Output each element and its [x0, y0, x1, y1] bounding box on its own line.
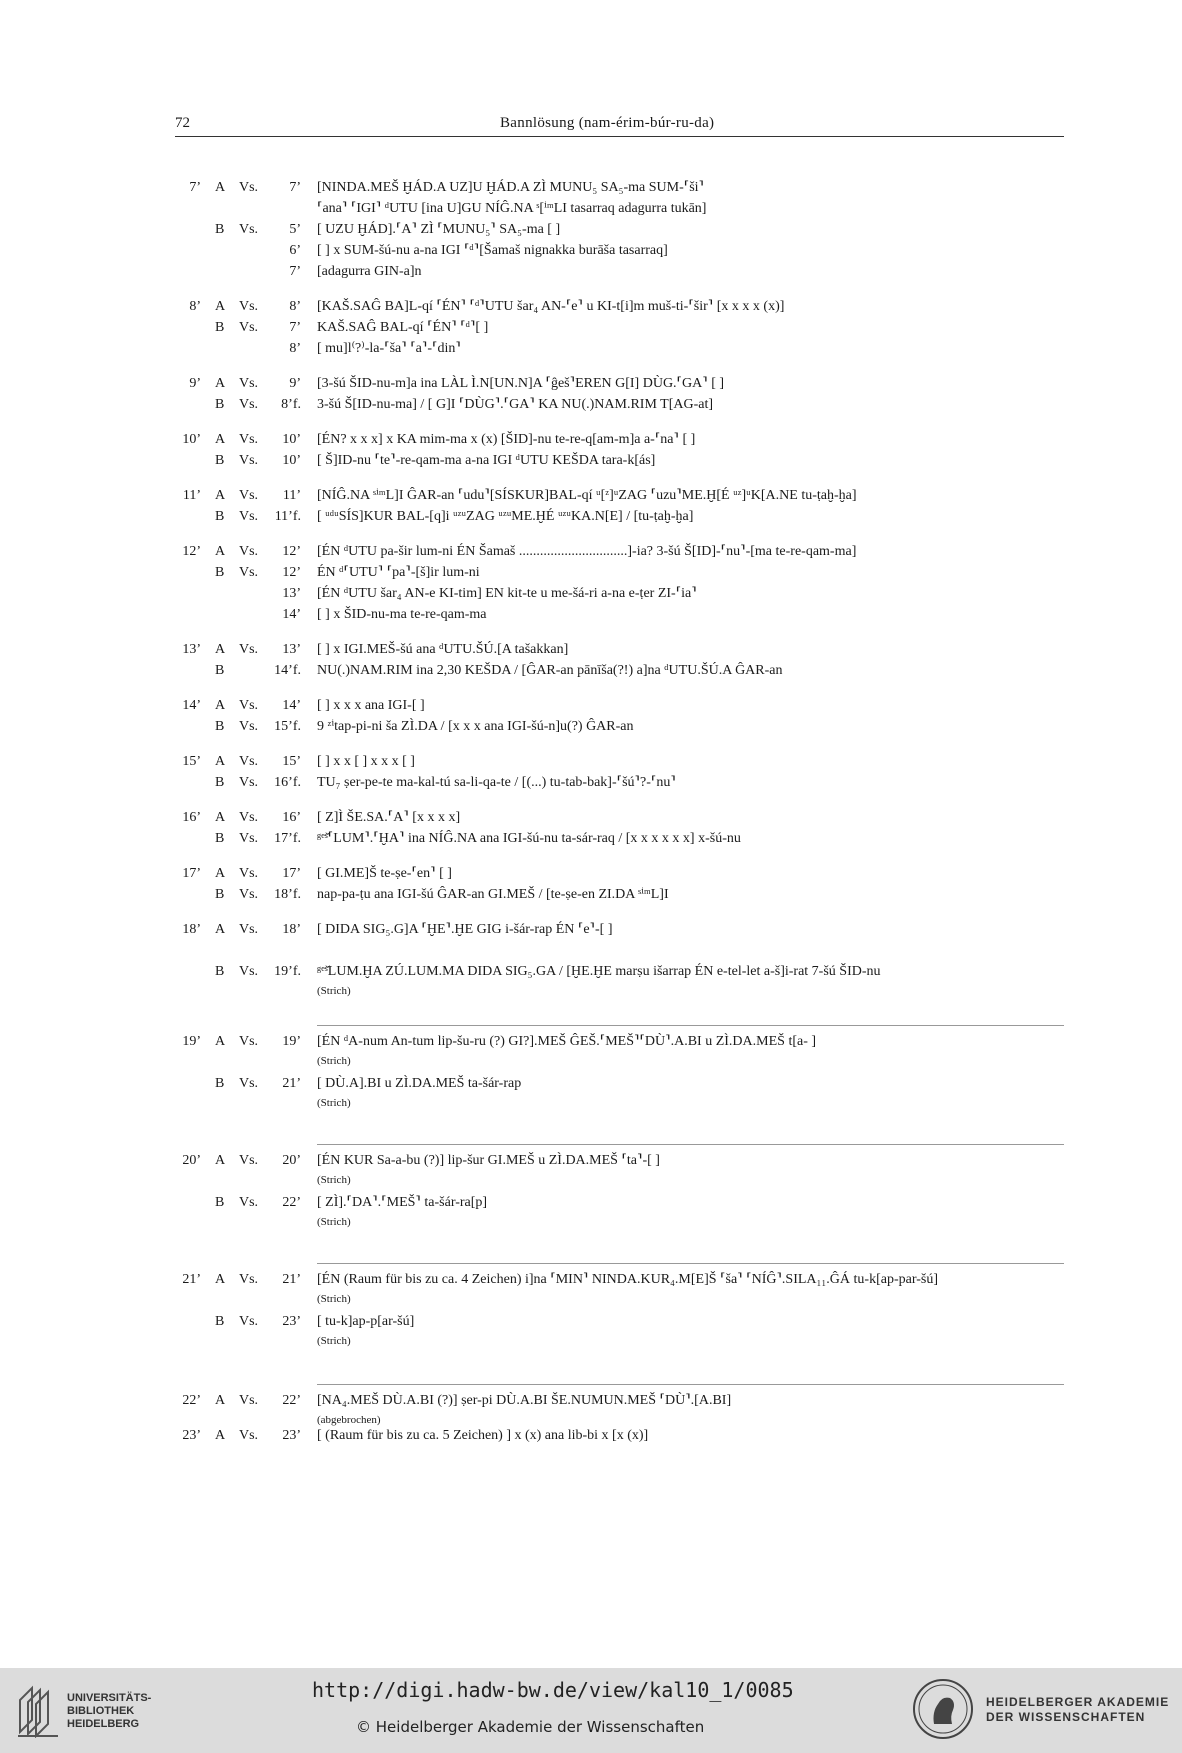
- transliteration-text: [ ] x x x ana IGI-[ ]: [317, 698, 425, 713]
- source-line: 21’: [282, 1272, 301, 1287]
- manuscript-siglum: A: [215, 1428, 226, 1443]
- source-line: 15’f.: [274, 719, 301, 734]
- source-line: 14’: [282, 607, 301, 622]
- manuscript-siglum: A: [215, 866, 226, 881]
- running-title: Bannlösung (nam-érim-búr-ru-da): [500, 115, 715, 131]
- transliteration-text: [ Z]Ì ŠE.SA.⸢A⸣ [x x x x]: [317, 810, 461, 825]
- tablet-side: Vs.: [239, 719, 259, 734]
- transliteration-text: nap-pa-ṭu ana IGI-šú ĜAR-an GI.MEŠ / [te-ṣe-en ZI.DA ˢⁱᵐL]I: [317, 887, 669, 902]
- header-rule: [175, 136, 1064, 137]
- transliteration-text: [ UZU ḪÁD].⸢A⸣ ZÌ ⸢MUNU₅⸣ SA₅-ma [ ]: [317, 222, 561, 237]
- manuscript-siglum: B: [215, 320, 225, 335]
- page-number: 72: [175, 115, 190, 131]
- section-divider: [317, 1263, 1064, 1264]
- tablet-side: Vs.: [239, 1076, 259, 1091]
- transliteration-text: [ÉN KUR Sa-a-bu (?)] lip-šur GI.MEŠ u ZÌ.DA.MEŠ ⸢ta⸣-[ ]: [317, 1153, 660, 1168]
- tablet-side: Vs.: [239, 887, 259, 902]
- manuscript-siglum: B: [215, 397, 225, 412]
- source-line: 22’: [282, 1393, 301, 1408]
- source-line: 11’f.: [274, 509, 301, 524]
- manuscript-siglum: A: [215, 1034, 226, 1049]
- transliteration-text: [ ZÌ].⸢DA⸣.⸢MEŠ⸣ ta-šár-ra[p]: [317, 1195, 488, 1210]
- academy-seal-icon: [912, 1678, 974, 1740]
- transliteration-text: ᵍᵉˢ̌LUM.ḪA ZÚ.LUM.MA DIDA SIG₅.GA / [ḪE.ḪE marṣu išarrap ÉN e-tel-let a-š]i-rat 7-šú ŠID-nu: [317, 964, 881, 979]
- transliteration-text: [ÉN ᵈUTU šar₄ AN-e KI-tim] EN kit-te u me-šá-ri a-na e-ṭer ZI-⸢ia⸣: [317, 586, 697, 601]
- manuscript-siglum: B: [215, 453, 225, 468]
- source-line: 7’: [289, 320, 301, 335]
- transliteration-text: [NÍĜ.NA ˢⁱᵐL]I ĜAR-an ⸢udu⸣[SÍSKUR]BAL-qí ᵘ[ᶻ]ᵘZAG ⸢uzu⸣ME.Ḫ[É ᵘᶻ]ᵘK[A.NE tu-ṭaḫ-ḫa]: [317, 488, 857, 503]
- manuscript-siglum: B: [215, 964, 225, 979]
- transliteration-text: [NA₄.MEŠ DÙ.A.BI (?)] ṣer-pi DÙ.A.BI ŠE.NUMUN.MEŠ ⸢DÙ⸣.[A.BI]: [317, 1393, 732, 1408]
- source-line: 13’: [282, 586, 301, 601]
- transliteration-text: [adagurra GIN-a]n: [317, 264, 422, 279]
- academy-name: HEIDELBERGER AKADEMIE DER WISSENSCHAFTEN: [986, 1695, 1170, 1724]
- ruling-note-text: (Strich): [317, 1055, 351, 1067]
- manuscript-siglum: A: [215, 1272, 226, 1287]
- transliteration-text: [ ] x IGI.MEŠ-šú ana ᵈUTU.ŠÚ.[A tašakkan]: [317, 642, 569, 657]
- transliteration-text: [ (Raum für bis zu ca. 5 Zeichen) ] x (x) ana lib-bi x [x (x)]: [317, 1428, 649, 1443]
- tablet-side: Vs.: [239, 810, 259, 825]
- line-number: 9’: [189, 376, 201, 391]
- line-number: 11’: [182, 488, 201, 503]
- source-line: 19’f.: [274, 964, 301, 979]
- tablet-side: Vs.: [239, 453, 259, 468]
- tablet-side: Vs.: [239, 754, 259, 769]
- university-library-logo-icon: [14, 1680, 62, 1738]
- manuscript-siglum: A: [215, 376, 226, 391]
- source-line: 17’: [282, 866, 301, 881]
- manuscript-siglum: A: [215, 1153, 226, 1168]
- permalink-url[interactable]: http://digi.hadw-bw.de/view/kal10_1/0085: [312, 1678, 794, 1702]
- manuscript-siglum: A: [215, 810, 226, 825]
- transliteration-text: ÉN ᵈ⸢UTU⸣ ⸢pa⸣-[š]ir lum-ni: [317, 565, 480, 580]
- source-line: 19’: [282, 1034, 301, 1049]
- section-divider: [317, 1144, 1064, 1145]
- tablet-side: Vs.: [239, 831, 259, 846]
- source-line: 10’: [282, 453, 301, 468]
- transliteration-text: ⸢ana⸣ ⸢IGI⸣ ᵈUTU [ina U]GU NÍĜ.NA ˢ[ⁱᵐLI tasarraq adagurra tukān]: [317, 201, 707, 216]
- tablet-side: Vs.: [239, 376, 259, 391]
- ruling-note-text: (Strich): [317, 1293, 351, 1305]
- footer-bar: [0, 1668, 1182, 1753]
- manuscript-siglum: B: [215, 831, 225, 846]
- tablet-side: Vs.: [239, 1428, 259, 1443]
- transliteration-text: [KAŠ.SAĜ BA]L-qí ⸢ÉN⸣ ⸢ᵈ⸣UTU šar₄ AN-⸢e⸣ u KI-t[i]m muš-ti-⸢šir⸣ [x x x x (x)]: [317, 299, 785, 314]
- tablet-side: Vs.: [239, 565, 259, 580]
- source-line: 7’: [289, 264, 301, 279]
- source-line: 22’: [282, 1195, 301, 1210]
- source-line: 18’: [282, 922, 301, 937]
- transliteration-text: 3-šú Š[ID-nu-ma] / [ G]I ⸢DÙG⸣.⸢GA⸣ KA NU(.)NAM.RIM T[AG-at]: [317, 397, 714, 412]
- manuscript-siglum: A: [215, 698, 226, 713]
- tablet-side: Vs.: [239, 1393, 259, 1408]
- line-number: 14’: [182, 698, 201, 713]
- source-line: 20’: [282, 1153, 301, 1168]
- source-line: 21’: [282, 1076, 301, 1091]
- tablet-side: Vs.: [239, 642, 259, 657]
- line-number: 19’: [182, 1034, 201, 1049]
- transliteration-text: [ ] x ŠID-nu-ma te-re-qam-ma: [317, 607, 487, 622]
- line-number: 23’: [182, 1428, 201, 1443]
- source-line: 23’: [282, 1428, 301, 1443]
- transliteration-text: [ÉN ᵈUTU pa-šir lum-ni ÉN Šamaš ...............................]-ia? 3-šú Š[ID]-⸢nu⸣-[ma te-re-qam-ma]: [317, 544, 857, 559]
- tablet-side: Vs.: [239, 397, 259, 412]
- line-number: 20’: [182, 1153, 201, 1168]
- transliteration-text: [ DIDA SIG₅.G]A ⸢ḪE⸣.ḪE GIG i-šár-rap ÉN ⸢e⸣-[ ]: [317, 922, 613, 937]
- tablet-side: Vs.: [239, 544, 259, 559]
- tablet-side: Vs.: [239, 698, 259, 713]
- manuscript-siglum: B: [215, 663, 225, 678]
- tablet-side: Vs.: [239, 964, 259, 979]
- tablet-side: Vs.: [239, 222, 259, 237]
- transliteration-text: [ÉN? x x x] x KA mim-ma x (x) [ŠID]-nu te-re-q[am-m]a a-⸢na⸣ [ ]: [317, 432, 696, 447]
- line-number: 10’: [182, 432, 201, 447]
- section-divider: [317, 1384, 1064, 1385]
- line-number: 15’: [182, 754, 201, 769]
- tablet-side: Vs.: [239, 488, 259, 503]
- source-line: 8’: [289, 299, 301, 314]
- manuscript-siglum: A: [215, 180, 226, 195]
- source-line: 8’f.: [281, 397, 301, 412]
- source-line: 14’f.: [274, 663, 301, 678]
- manuscript-siglum: B: [215, 1076, 225, 1091]
- manuscript-siglum: A: [215, 432, 226, 447]
- transliteration-text: [ÉN ᵈA-num An-tum lip-šu-ru (?) GI?].MEŠ ĜEŠ.⸢MEŠ⸣⸢DÙ⸣.A.BI u ZÌ.DA.MEŠ t[a- ]: [317, 1034, 817, 1049]
- tablet-side: Vs.: [239, 1034, 259, 1049]
- transliteration-text: [ mu]l⁽?⁾-la-⸢ša⸣ ⸢a⸣-⸢din⸣: [317, 341, 461, 356]
- transliteration-text: KAŠ.SAĜ BAL-qí ⸢ÉN⸣ ⸢ᵈ⸣[ ]: [317, 320, 489, 335]
- transliteration-text: [ ] x SUM-šú-nu a-na IGI ⸢ᵈ⸣[Šamaš nignakka burāša tasarraq]: [317, 243, 668, 258]
- transliteration-text: [3-šú ŠID-nu-m]a ina LÀL Ì.N[UN.N]A ⸢ĝeš⸣EREN G[I] DÙG.⸢GA⸣ [ ]: [317, 376, 725, 391]
- copyright-text: © Heidelberger Akademie der Wissenschaften: [356, 1718, 705, 1736]
- transliteration-text: [ DÙ.A].BI u ZÌ.DA.MEŠ ta-šár-rap: [317, 1076, 522, 1091]
- tablet-side: Vs.: [239, 1195, 259, 1210]
- transliteration-text: [ Š]ID-nu ⸢te⸣-re-qam-ma a-na IGI ᵈUTU KEŠDA tara-k[ás]: [317, 453, 656, 468]
- line-number: 18’: [182, 922, 201, 937]
- line-number: 13’: [182, 642, 201, 657]
- tablet-side: Vs.: [239, 866, 259, 881]
- manuscript-siglum: A: [215, 922, 226, 937]
- ruling-note-text: (Strich): [317, 1335, 351, 1347]
- transliteration-text: [NINDA.MEŠ ḪÁD.A UZ]U ḪÁD.A ZÌ MUNU₅ SA₅-ma SUM-⸢ši⸣: [317, 180, 705, 195]
- transliteration-text: [ GI.ME]Š te-ṣe-⸢en⸣ [ ]: [317, 866, 452, 881]
- manuscript-siglum: B: [215, 1195, 225, 1210]
- transliteration-text: [ tu-k]ap-p[ar-šú]: [317, 1314, 415, 1329]
- line-number: 7’: [189, 180, 201, 195]
- manuscript-siglum: B: [215, 509, 225, 524]
- tablet-side: Vs.: [239, 1153, 259, 1168]
- ruling-note-text: (abgebrochen): [317, 1414, 381, 1426]
- ruling-note-text: (Strich): [317, 1097, 351, 1109]
- transliteration-text: TU₇ ṣer-pe-te ma-kal-tú sa-li-qa-te / [(...) tu-tab-bak]-⸢šú⸣?-⸢nu⸣: [317, 775, 676, 790]
- manuscript-siglum: A: [215, 299, 226, 314]
- manuscript-siglum: A: [215, 1393, 226, 1408]
- ruling-note-text: (Strich): [317, 985, 351, 997]
- transliteration-text: 9 ᶻⁱtap-pi-ni ša ZÌ.DA / [x x x ana IGI-šú-n]u(?) ĜAR-an: [317, 719, 634, 734]
- transliteration-text: NU(.)NAM.RIM ina 2,30 KEŠDA / [ĜAR-an pānīša(?!) a]na ᵈUTU.ŠÚ.A ĜAR-an: [317, 663, 783, 678]
- tablet-side: Vs.: [239, 432, 259, 447]
- source-line: 10’: [282, 432, 301, 447]
- line-number: 17’: [182, 866, 201, 881]
- tablet-side: Vs.: [239, 299, 259, 314]
- ruling-note-text: (Strich): [317, 1174, 351, 1186]
- source-line: 16’: [282, 810, 301, 825]
- source-line: 12’: [282, 565, 301, 580]
- tablet-side: Vs.: [239, 180, 259, 195]
- manuscript-siglum: A: [215, 544, 226, 559]
- transliteration-text: [ ᵘᵈᵘSÍS]KUR BAL-[q]i ᵘᶻᵘZAG ᵘᶻᵘME.ḪÉ ᵘᶻᵘKA.N[E] / [tu-ṭaḫ-ḫa]: [317, 509, 694, 524]
- line-number: 22’: [182, 1393, 201, 1408]
- manuscript-siglum: B: [215, 719, 225, 734]
- transliteration-text: [ ] x x [ ] x x x [ ]: [317, 754, 415, 769]
- manuscript-siglum: A: [215, 754, 226, 769]
- source-line: 12’: [282, 544, 301, 559]
- manuscript-siglum: B: [215, 775, 225, 790]
- manuscript-siglum: B: [215, 222, 225, 237]
- tablet-side: Vs.: [239, 1314, 259, 1329]
- line-number: 16’: [182, 810, 201, 825]
- source-line: 23’: [282, 1314, 301, 1329]
- tablet-side: Vs.: [239, 1272, 259, 1287]
- university-library-name: UNIVERSITÄTS- BIBLIOTHEK HEIDELBERG: [67, 1692, 152, 1730]
- source-line: 13’: [282, 642, 301, 657]
- source-line: 14’: [282, 698, 301, 713]
- manuscript-siglum: B: [215, 565, 225, 580]
- transliteration-text: [ÉN (Raum für bis zu ca. 4 Zeichen) i]na ⸢MIN⸣ NINDA.KUR₄.M[E]Š ⸢ša⸣ ⸢NÍĜ⸣.SILA₁₁.ĜÁ tu-k[ap-par-šú]: [317, 1272, 938, 1287]
- tablet-side: Vs.: [239, 509, 259, 524]
- manuscript-siglum: B: [215, 887, 225, 902]
- transliteration-text: ᵍᵉˢ̌⸢LUM⸣.⸢ḪA⸣ ina NÍĜ.NA ana IGI-šú-nu ta-sár-raq / [x x x x x x] x-šú-nu: [317, 831, 741, 846]
- source-line: 17’f.: [274, 831, 301, 846]
- manuscript-siglum: A: [215, 488, 226, 503]
- source-line: 8’: [289, 341, 301, 356]
- section-divider: [317, 1025, 1064, 1026]
- source-line: 7’: [289, 180, 301, 195]
- manuscript-siglum: A: [215, 642, 226, 657]
- source-line: 9’: [289, 376, 301, 391]
- source-line: 5’: [289, 222, 301, 237]
- source-line: 16’f.: [274, 775, 301, 790]
- line-number: 21’: [182, 1272, 201, 1287]
- tablet-side: Vs.: [239, 320, 259, 335]
- source-line: 6’: [289, 243, 301, 258]
- tablet-side: Vs.: [239, 922, 259, 937]
- line-number: 8’: [189, 299, 201, 314]
- source-line: 15’: [282, 754, 301, 769]
- source-line: 18’f.: [274, 887, 301, 902]
- line-number: 12’: [182, 544, 201, 559]
- ruling-note-text: (Strich): [317, 1216, 351, 1228]
- tablet-side: Vs.: [239, 775, 259, 790]
- manuscript-siglum: B: [215, 1314, 225, 1329]
- source-line: 11’: [282, 488, 301, 503]
